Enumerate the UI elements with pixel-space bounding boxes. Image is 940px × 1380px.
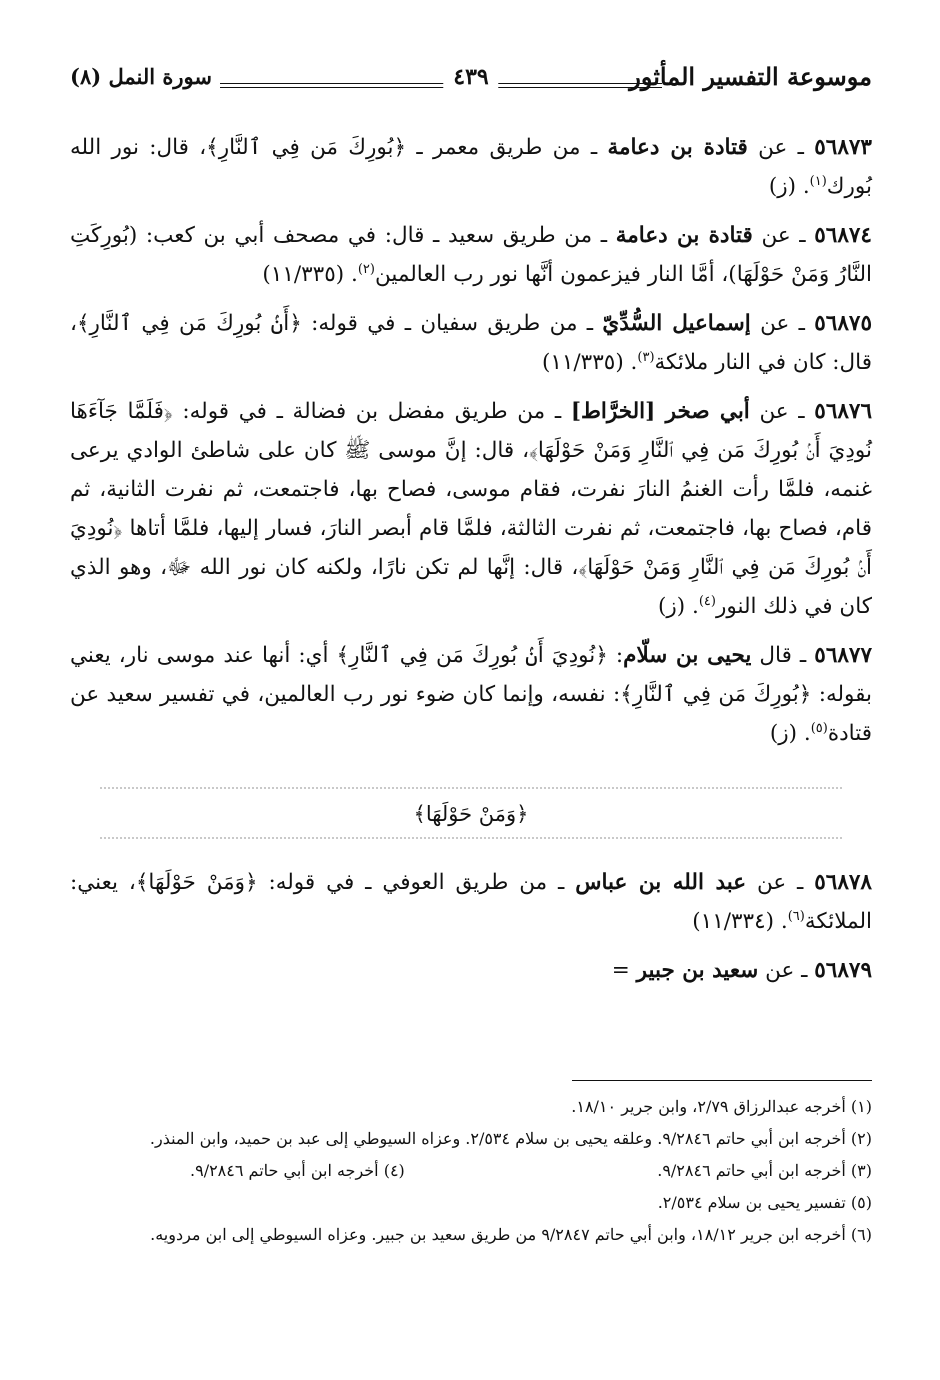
narrator-name: سعيد بن جبير [636,958,759,983]
entry-prefix: ـ عن [758,958,815,983]
narrator-name: قتادة بن دعامة [615,223,753,248]
footnote: (٣) أخرجه ابن أبي حاتم ٩/٢٨٤٦. [657,1161,872,1180]
ornament-band [100,787,842,789]
footnote-ref: (٦) [787,908,805,924]
entry-prefix: ـ قال [751,643,815,668]
narrator-name: إسماعيل السُّدِّيّ [602,311,751,336]
page-header [70,62,872,102]
entry-source: . (١١/٣٣٤) [692,909,788,934]
entry-prefix: ـ عن [750,311,815,336]
main-text [70,128,872,1000]
entry-number: ٥٦٨٧٥ [814,311,872,336]
entry-number: ٥٦٨٧٧ [814,643,873,668]
entry-number: ٥٦٨٧٨ [814,870,872,895]
hadith-entry [70,863,872,941]
header-rule [220,83,662,88]
footnote-ref: (٥) [810,720,828,736]
hadith-entry [70,216,872,294]
page-number: ٤٣٩ [443,64,498,90]
entry-source: . (ز) [658,594,699,619]
entry-prefix: ـ عن [749,399,815,424]
entry-prefix: ـ عن [746,870,815,895]
entry-source: . (١١/٣٣٥) [262,262,358,287]
section-title: ﴿وَمَنْ حَوْلَهَا﴾ [413,802,529,826]
entry-text: : ﴿نُودِيَ أَنۢ بُورِكَ مَن فِي ٱلنَّارِ﴾ أي: أنها عند موسى نار، يعني بقوله: ﴿بُورِكَ مَن فِي ٱلنَّارِ﴾: نفسه، وإنما كان ضوء نور رب العالمين، في تفسير سعيد عن قتادة [70,643,872,746]
footnote-ref: (٢) [357,261,375,277]
entry-number: ٥٦٨٧٣ [814,135,872,160]
narrator-name: عبد الله بن عباس [575,870,747,895]
footnote: (٤) أخرجه ابن أبي حاتم ٩/٢٨٤٦. [190,1161,405,1180]
entry-text: = [611,958,637,983]
hadith-entry [70,951,872,990]
entry-prefix: ـ عن [752,223,815,248]
footnote: (٥) تفسير يحيى بن سلام ٢/٥٣٤. [657,1193,872,1212]
footnotes [70,1092,872,1252]
narrator-name: قتادة بن دعامة [607,135,748,160]
book-page [70,0,872,1380]
footnote-rule [572,1080,872,1081]
entry-source: . (ز) [768,174,810,199]
hadith-entry [70,392,872,626]
footnote-ref: (٣) [637,349,655,365]
hadith-entry [70,304,872,382]
hadith-entry [70,128,872,206]
entry-source: . (١١/٣٣٥) [541,350,638,375]
entry-number: ٥٦٨٧٤ [814,223,872,248]
ornament-band [100,837,842,839]
hadith-entry [70,636,872,753]
entry-text: ـ من طريق سفيان ـ في قوله: ﴿أَنۢ بُورِكَ مَن فِي ٱلنَّارِ﴾، قال: كان في النار ملائكة [70,311,872,375]
book-title: موسوعة التفسير المأثور [629,62,872,91]
footnote-row [70,1156,872,1186]
footnote: (٢) أخرجه ابن أبي حاتم ٩/٢٨٤٦. وعلقه يحيى بن سلام ٢/٥٣٤. وعزاه السيوطي إلى عبد بن حميد، وابن المنذر. [149,1129,872,1148]
entry-text: ـ من طريق مفضل بن فضالة ـ في قوله: ﴿فَلَمَّا جَآءَهَا نُودِيَ أَنۢ بُورِكَ مَن فِي ٱلنَّارِ وَمَنْ حَوْلَهَا﴾، قال: إنَّ موسى ﷺ كان على شاطئ الوادي يرعى غنمه، فلمَّا رأت الغنمُ النارَ نفرت، فقام موسى، فصاح بها، فاجتمعت، ثم نفرت الثانية، ثم قام، فصاح بها، فاجتمعت، ثم نفرت الثالثة، فلمَّا قام أبصر النارَ، فسار إليها، فلمَّا أتاها ﴿نُودِيَ أَنۢ بُورِكَ مَن فِي ٱلنَّارِ وَمَنْ حَوْلَهَا﴾، قال: إنَّها لم تكن نارًا، ولكنه كان نور الله ﷻ، وهو الذي كان في ذلك النور [70,399,872,619]
entry-text: ـ من طريق سعيد ـ قال: في مصحف أبي بن كعب: (بُورِكَتِ النَّارُ وَمَنْ حَوْلَهَا)، أمَّا النار فيزعمون أنَّها نور رب العالمين [70,223,872,287]
surah-title: سورة النمل (٨) [70,64,212,89]
footnote: (٦) أخرجه ابن جرير ١٨/١٢، وابن أبي حاتم ٩/٢٨٤٧ من طريق سعيد بن جبير. وعزاه السيوطي إلى ابن مردويه. [150,1225,872,1244]
footnote-ref: (٤) [698,593,716,609]
narrator-name: يحيى بن سلّام [623,643,752,668]
entry-source: . (ز) [769,721,811,746]
entry-number: ٥٦٨٧٩ [814,958,872,983]
entry-text: ـ من طريق معمر ـ ﴿بُورِكَ مَن فِي ٱلنَّارِ﴾، قال: نور الله بُورك [70,135,872,199]
narrator-name: أبي صخر [الخرَّاط] [570,399,750,424]
section-divider [70,771,872,857]
footnote: (١) أخرجه عبدالرزاق ٢/٧٩، وابن جرير ١٨/١٠. [571,1097,872,1116]
footnote-ref: (١) [809,173,827,189]
entry-number: ٥٦٨٧٦ [814,399,873,424]
entry-text: ـ من طريق العوفي ـ في قوله: ﴿وَمَنْ حَوْلَهَا﴾، يعني: الملائكة [70,870,872,934]
entry-prefix: ـ عن [747,135,815,160]
